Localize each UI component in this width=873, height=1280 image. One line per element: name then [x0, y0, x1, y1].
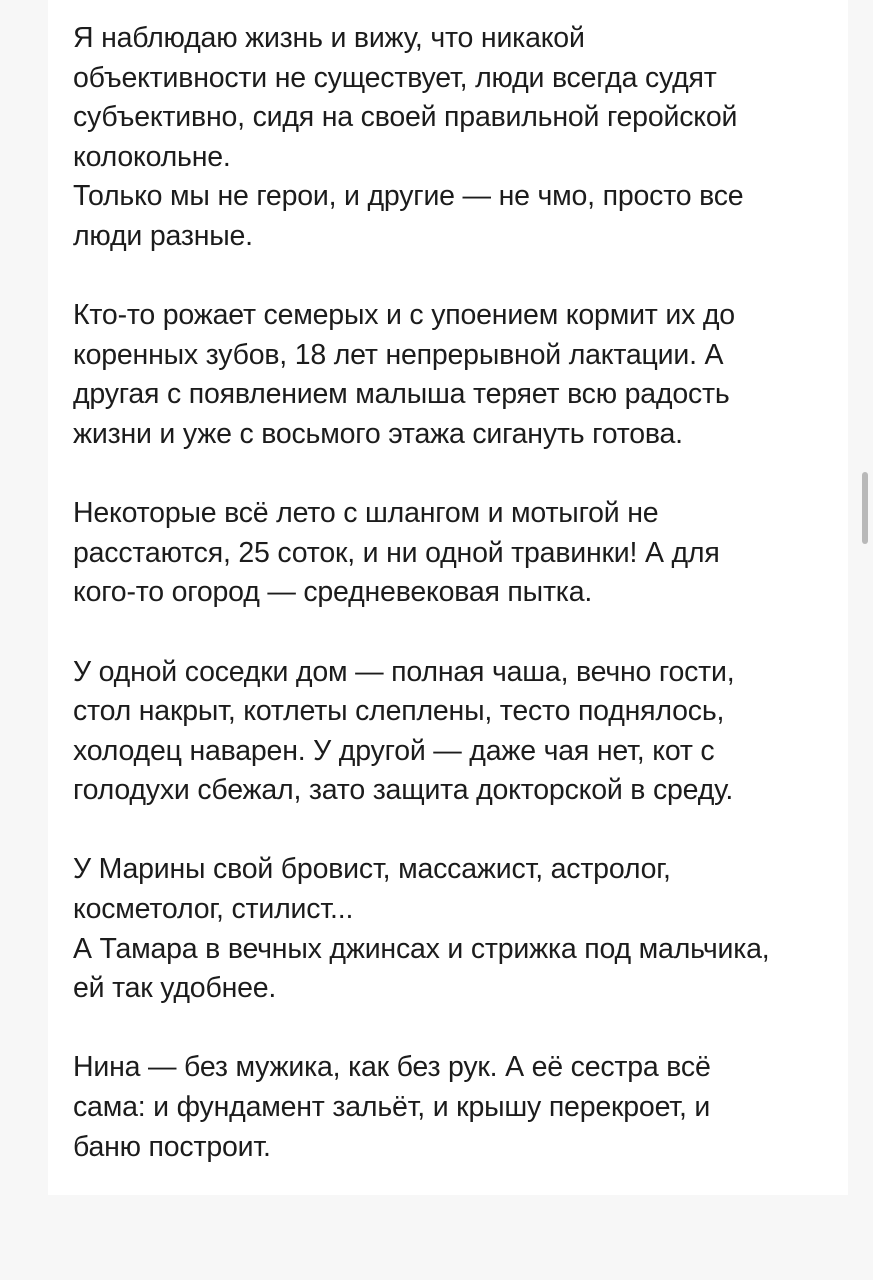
text-line: расстаются, 25 соток, и ни одной травинки! А для — [73, 536, 720, 569]
paragraph-6 — [73, 1048, 843, 1167]
text-line: сама: и фундамент зальёт, и крышу перекроет, и — [73, 1091, 711, 1124]
text-line: кого-то огород — средневековая пытка. — [73, 576, 593, 609]
text-line: холодец наварен. У другой — даже чая нет, кот с — [73, 734, 715, 767]
paragraph-5 — [73, 850, 843, 1008]
text-line: Кто-то рожает семерых и с упоением кормит их до — [73, 299, 735, 332]
text-line: Только мы не герои, и другие — не чмо, просто все — [73, 180, 744, 213]
text-line: субъективно, сидя на своей правильной геройской — [73, 101, 738, 134]
text-line: ей так удобнее. — [73, 972, 277, 1005]
text-line: жизни и уже с восьмого этажа сигануть готова. — [73, 417, 683, 450]
text-line: косметолог, стилист... — [73, 893, 354, 926]
text-line: баню построит. — [73, 1130, 271, 1163]
paragraph-3 — [73, 494, 843, 613]
text-line: объективности не существует, люди всегда судят — [73, 61, 717, 94]
text-line: коренных зубов, 18 лет непрерывной лактации. А — [73, 338, 724, 371]
text-line: А Тамара в вечных джинсах и стрижка под мальчика, — [73, 932, 770, 965]
text-line: люди разные. — [73, 219, 253, 252]
text-line: стол накрыт, котлеты слеплены, тесто поднялось, — [73, 695, 725, 728]
text-line: Некоторые всё лето с шлангом и мотыгой не — [73, 497, 659, 530]
text-line: Я наблюдаю жизнь и вижу, что никакой — [73, 22, 585, 54]
text-line: колокольне. — [73, 140, 231, 173]
text-line: У одной соседки дом — полная чаша, вечно гости, — [73, 655, 735, 688]
vertical-scrollbar[interactable] — [862, 472, 868, 544]
document-text — [73, 19, 843, 1167]
text-line: Нина — без мужика, как без рук. А её сестра всё — [73, 1051, 711, 1084]
text-line: У Марины свой бровист, массажист, астролог, — [73, 853, 671, 886]
paragraph-4 — [73, 653, 843, 811]
paragraph-1 — [73, 19, 843, 257]
text-line: голодухи сбежал, зато защита докторской в среду. — [73, 774, 734, 807]
text-line: другая с появлением малыша теряет всю радость — [73, 378, 730, 411]
paragraph-2 — [73, 296, 843, 454]
